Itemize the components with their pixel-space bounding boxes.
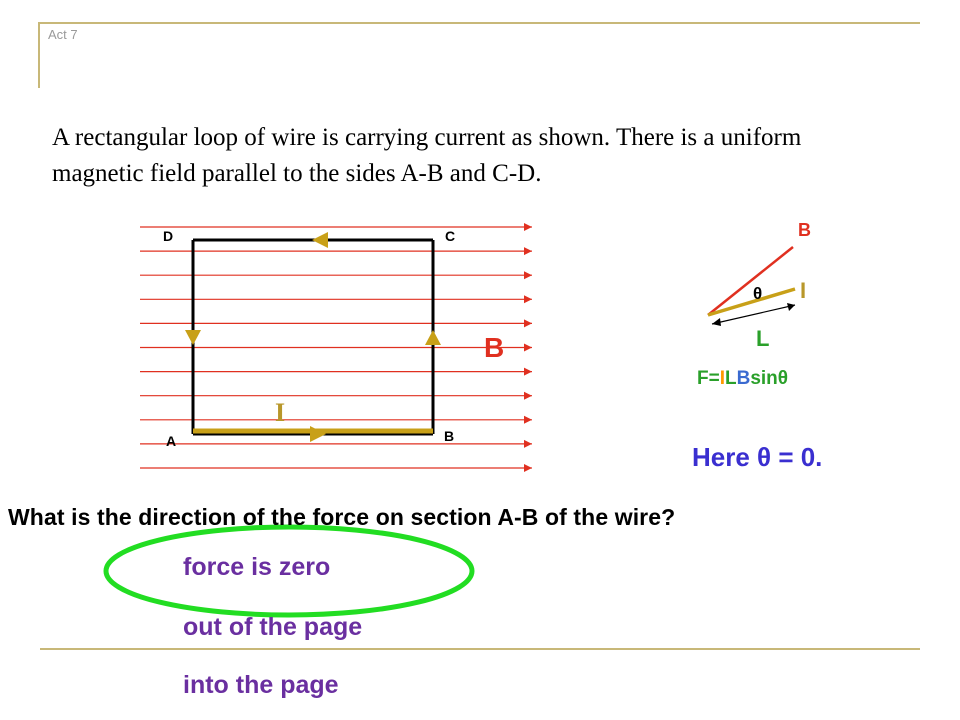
- vector-l-arrow-start-icon: [712, 318, 721, 326]
- answer-option-out-of-page[interactable]: out of the page: [183, 613, 363, 641]
- current-arrow-bottom-icon: [310, 426, 326, 442]
- field-line-arrow-icon: [524, 344, 532, 352]
- field-line-arrow-icon: [524, 392, 532, 400]
- field-line-arrow-icon: [524, 319, 532, 327]
- corner-label-c: C: [445, 228, 456, 244]
- vector-b-label: B: [798, 220, 811, 240]
- field-line-arrow-icon: [524, 440, 532, 448]
- field-line-arrow-icon: [524, 223, 532, 231]
- slide-tag: Act 7: [48, 27, 78, 42]
- vector-theta-label: θ: [753, 284, 763, 303]
- field-line-arrow-icon: [524, 416, 532, 424]
- field-line-arrow-icon: [524, 295, 532, 303]
- current-arrow-right-icon: [425, 330, 441, 345]
- formula-b: B: [736, 368, 751, 389]
- formula-l: L: [724, 368, 737, 389]
- field-line-arrow-icon: [524, 464, 532, 472]
- question-text: What is the direction of the force on section A-B of the wire?: [8, 504, 676, 530]
- field-label: B: [484, 332, 505, 363]
- force-formula: [697, 368, 788, 390]
- vector-l-label: L: [756, 326, 770, 351]
- vector-l-arrow-end-icon: [787, 303, 795, 311]
- answer-option-into-page[interactable]: into the page: [183, 671, 339, 699]
- corner-label-a: A: [166, 433, 177, 449]
- corner-label-b: B: [444, 428, 455, 444]
- vector-i-label: I: [800, 278, 807, 303]
- intro-text: A rectangular loop of wire is carrying current as shown. There is a uniform magnetic field parallel to the sides A-B and C-D.: [52, 124, 802, 187]
- vector-l-line: [712, 305, 795, 324]
- field-line-arrow-icon: [524, 247, 532, 255]
- current-label: I: [275, 398, 286, 427]
- vector-b-line: [708, 247, 793, 315]
- answer-option-force-zero[interactable]: force is zero: [183, 553, 331, 581]
- here-theta-text: Here θ = 0.: [692, 442, 823, 472]
- corner-label-d: D: [163, 228, 174, 244]
- field-line-arrow-icon: [524, 368, 532, 376]
- formula-sin: sin: [750, 368, 778, 389]
- formula-f: F=: [697, 368, 720, 389]
- field-line-arrow-icon: [524, 271, 532, 279]
- formula-theta: θ: [777, 368, 789, 389]
- formula-i: I: [719, 368, 725, 389]
- current-arrow-left-icon: [185, 330, 201, 345]
- vector-i-line: [708, 289, 795, 315]
- current-arrow-top-icon: [312, 232, 328, 248]
